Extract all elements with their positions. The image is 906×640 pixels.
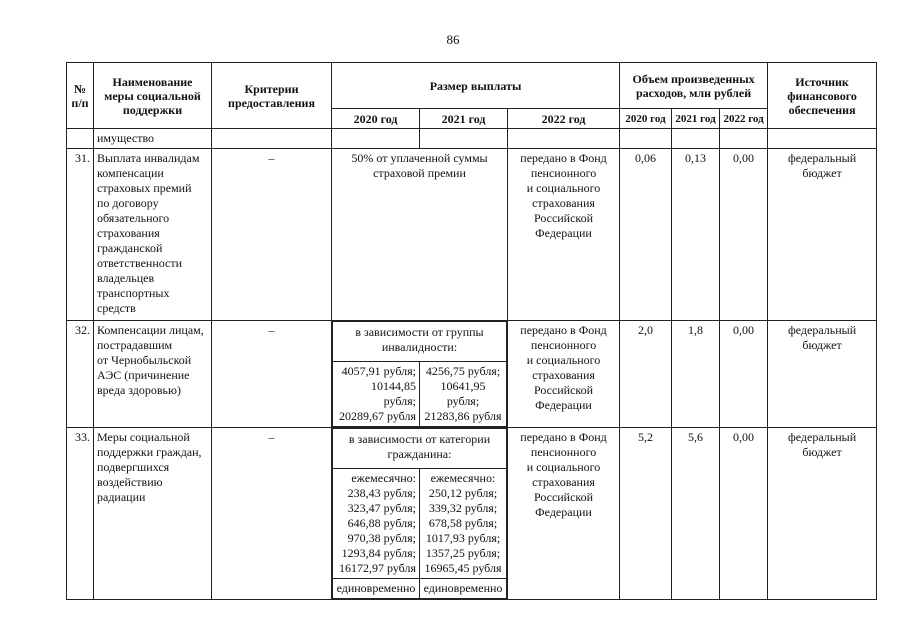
payment-2020-once: единовременно <box>333 579 420 599</box>
row-criteria: – <box>212 428 332 600</box>
payment-condition: в зависимости от категории гражданина: <box>333 429 507 469</box>
row-payment-2022: передано в Фонд пенсионного и социального страхования Российской Федерации <box>508 149 620 321</box>
row-volume-2020: 5,2 <box>620 428 672 600</box>
payment-2021: ежемесячно: 250,12 рубля; 339,32 рубля; 678,58 рубля; 1017,93 рубля; 1357,25 рубля; 16965,45 рубля <box>420 469 507 579</box>
row-name: Компенсации лицам, пострадавшим от Чернобыльской АЭС (причинение вреда здоровью) <box>94 321 212 428</box>
social-support-table <box>66 62 877 600</box>
header-num: № п/п <box>67 63 94 129</box>
row-volume-2021: 0,13 <box>672 149 720 321</box>
row-payment <box>332 321 508 428</box>
row-payment-2022: передано в Фонд пенсионного и социального страхования Российской Федерации <box>508 428 620 600</box>
row-num: 31. <box>67 149 94 321</box>
row-name: Выплата инвалидам компенсации страховых премий по договору обязательного страхования гражданской ответственности владельцев транспортных средств <box>94 149 212 321</box>
row-source: федеральный бюджет <box>768 149 877 321</box>
table-row-continuation <box>67 129 877 149</box>
payment-2020: 4057,91 рубля; 10144,85 рубля; 20289,67 рубля <box>333 362 420 427</box>
row-source: федеральный бюджет <box>768 321 877 428</box>
continuation-name: имущество <box>94 129 212 149</box>
payment-2020: ежемесячно: 238,43 рубля; 323,47 рубля; 646,88 рубля; 970,38 рубля; 1293,84 рубля; 16172,97 рубля <box>333 469 420 579</box>
header-year-2020: 2020 год <box>332 109 420 129</box>
row-name: Меры социальной поддержки граждан, подвергшихся воздействию радиации <box>94 428 212 600</box>
row-num: 32. <box>67 321 94 428</box>
row-source: федеральный бюджет <box>768 428 877 600</box>
table-row-33 <box>67 428 877 600</box>
header-payment: Размер выплаты <box>332 63 620 109</box>
header-criteria: Критерии предоставления <box>212 63 332 129</box>
row-volume-2021: 5,6 <box>672 428 720 600</box>
row-volume-2020: 2,0 <box>620 321 672 428</box>
row-criteria: – <box>212 149 332 321</box>
row-volume-2022: 0,00 <box>720 149 768 321</box>
payment-2021-once: единовременно <box>420 579 507 599</box>
row-criteria: – <box>212 321 332 428</box>
row-volume-2022: 0,00 <box>720 428 768 600</box>
table-row-31 <box>67 149 877 321</box>
header-source: Источник финансового обеспечения <box>768 63 877 129</box>
row-volume-2021: 1,8 <box>672 321 720 428</box>
header-volume: Объем произведенных расходов, млн рублей <box>620 63 768 109</box>
payment-condition: в зависимости от группы инвалидности: <box>333 322 507 362</box>
row-volume-2020: 0,06 <box>620 149 672 321</box>
table-row-32 <box>67 321 877 428</box>
page-number: 86 <box>446 32 460 47</box>
row-payment: 50% от уплаченной суммы страховой премии <box>332 149 508 321</box>
header-volume-2020: 2020 год <box>620 109 672 129</box>
row-num: 33. <box>67 428 94 600</box>
row-volume-2022: 0,00 <box>720 321 768 428</box>
header-year-2021: 2021 год <box>420 109 508 129</box>
header-volume-2021: 2021 год <box>672 109 720 129</box>
row-payment-2022: передано в Фонд пенсионного и социального страхования Российской Федерации <box>508 321 620 428</box>
header-year-2022: 2022 год <box>508 109 620 129</box>
row-payment <box>332 428 508 600</box>
header-name: Наименование меры социальной поддержки <box>94 63 212 129</box>
payment-2021: 4256,75 рубля; 10641,95 рубля; 21283,86 рубля <box>420 362 507 427</box>
header-volume-2022: 2022 год <box>720 109 768 129</box>
